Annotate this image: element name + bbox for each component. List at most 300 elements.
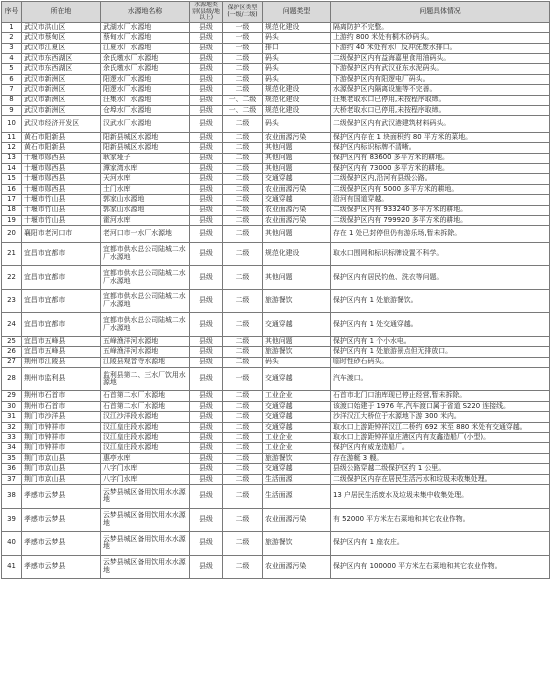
- row-index: 10: [2, 116, 22, 133]
- row-source-name: 云梦县城区备用饮用水水源地: [101, 532, 190, 556]
- row-issue-detail: 沙洋汉江大桥位于水源地下游 300 米内。: [331, 412, 550, 422]
- row-location: 武汉市经济开发区: [22, 116, 101, 133]
- row-source-category: 县级: [190, 43, 223, 53]
- row-index: 34: [2, 443, 22, 453]
- header-location: 所在地: [22, 2, 101, 23]
- row-issue-detail: 石首市北门口油库现已停止经营,暂未拆除。: [331, 391, 550, 401]
- row-source-name: 惠亭水库: [101, 453, 190, 463]
- row-index: 21: [2, 242, 22, 266]
- row-index: 12: [2, 143, 22, 153]
- row-issue-type: 码头: [263, 74, 331, 84]
- water-source-issue-table-page: [1, 1, 549, 678]
- row-issue-detail: 保护区内有威龙造船厂。: [331, 443, 550, 453]
- row-location: 宜昌市宜都市: [22, 313, 101, 337]
- table-row: [2, 116, 550, 133]
- row-protection-zone: 二级: [223, 443, 263, 453]
- row-source-category: 县级: [190, 508, 223, 532]
- row-source-name: 天河水库: [101, 174, 190, 184]
- row-issue-type: 交通穿越: [263, 464, 331, 474]
- row-index: 23: [2, 289, 22, 313]
- row-protection-zone: 二级: [223, 464, 263, 474]
- row-protection-zone: 二级: [223, 64, 263, 74]
- row-source-category: 县级: [190, 53, 223, 63]
- row-source-name: 宜都市供水总公司陆城二水厂水源地: [101, 289, 190, 313]
- row-source-category: 县级: [190, 174, 223, 184]
- row-protection-zone: 二级: [223, 474, 263, 484]
- table-row: [2, 508, 550, 532]
- table-row: [2, 367, 550, 391]
- row-issue-type: 工业企业: [263, 433, 331, 443]
- row-source-category: 县级: [190, 391, 223, 401]
- row-location: 武汉市新洲区: [22, 105, 101, 115]
- row-location: 荆州市江陵县: [22, 357, 101, 367]
- row-source-category: 县级: [190, 313, 223, 337]
- table-row: [2, 289, 550, 313]
- row-source-name: 宜都市供水总公司陆城二水厂水源地: [101, 266, 190, 290]
- table-body: [2, 22, 550, 578]
- table-row: [2, 485, 550, 509]
- row-issue-detail: 下游保护区内有武汉亚东水泥码头。: [331, 64, 550, 74]
- row-location: 武汉市东西湖区: [22, 53, 101, 63]
- row-issue-type: 其他问题: [263, 153, 331, 163]
- row-issue-detail: 汽车渡口。: [331, 367, 550, 391]
- row-location: 武汉市新洲区: [22, 95, 101, 105]
- row-protection-zone: 二级: [223, 485, 263, 509]
- row-protection-zone: 二级: [223, 266, 263, 290]
- row-source-category: 县级: [190, 412, 223, 422]
- row-protection-zone: 二级: [223, 532, 263, 556]
- row-issue-type: 其他问题: [263, 143, 331, 153]
- row-issue-type: 规范化建设: [263, 85, 331, 95]
- row-location: 十堰市郧西县: [22, 163, 101, 173]
- row-protection-zone: 二级: [223, 184, 263, 194]
- row-issue-detail: 上游约 800 米处有桐木砂码头。: [331, 33, 550, 43]
- row-index: 26: [2, 347, 22, 357]
- row-index: 6: [2, 74, 22, 84]
- row-source-category: 县级: [190, 443, 223, 453]
- row-index: 29: [2, 391, 22, 401]
- row-index: 16: [2, 184, 22, 194]
- row-protection-zone: 二级: [223, 215, 263, 225]
- row-protection-zone: 一级: [223, 33, 263, 43]
- row-issue-detail: 水源保护区内隔离设施等不完善。: [331, 85, 550, 95]
- row-index: 37: [2, 474, 22, 484]
- table-row: [2, 532, 550, 556]
- row-issue-type: 生活面源: [263, 474, 331, 484]
- row-index: 33: [2, 433, 22, 443]
- row-index: 4: [2, 53, 22, 63]
- row-issue-type: 工业企业: [263, 443, 331, 453]
- row-source-name: 汉江皇庄段水源地: [101, 443, 190, 453]
- row-location: 武汉市蔡甸区: [22, 33, 101, 43]
- row-location: 十堰市竹山县: [22, 205, 101, 215]
- row-source-name: 余氏墩水厂水源地: [101, 64, 190, 74]
- row-issue-detail: 大桥老取水口已停用,未按程序取缔。: [331, 105, 550, 115]
- row-issue-type: 农业面源污染: [263, 555, 331, 579]
- row-issue-detail: 保护区内有 100000 平方米左右菜地和其它农业作物。: [331, 555, 550, 579]
- row-issue-detail: 二级保护区内有 933240 多平方米的耕地。: [331, 205, 550, 215]
- row-location: 荆州市石首市: [22, 401, 101, 411]
- row-issue-detail: 二级保护区内有 799920 多平方米的耕地。: [331, 215, 550, 225]
- table-row: [2, 242, 550, 266]
- row-protection-zone: 二级: [223, 174, 263, 184]
- header-protection-zone: 保护区类型(一级/二级): [223, 2, 263, 23]
- row-issue-type: 码头: [263, 64, 331, 74]
- row-issue-type: 其他问题: [263, 226, 331, 243]
- row-issue-detail: 二级保护区内,沿河有县级公路。: [331, 174, 550, 184]
- row-index: 24: [2, 313, 22, 337]
- row-source-name: 汉江沙洋段水源地: [101, 412, 190, 422]
- row-source-category: 县级: [190, 464, 223, 474]
- row-issue-detail: 取水口围网和标识标牌设置不科学。: [331, 242, 550, 266]
- row-issue-detail: 二级保护区内有武汉港建筑材料码头。: [331, 116, 550, 133]
- row-source-category: 县级: [190, 105, 223, 115]
- row-source-category: 县级: [190, 143, 223, 153]
- row-protection-zone: 二级: [223, 313, 263, 337]
- row-source-category: 县级: [190, 163, 223, 173]
- row-source-name: 监利县第二、三水厂饮用水源地: [101, 367, 190, 391]
- row-source-category: 县级: [190, 85, 223, 95]
- row-location: 宜昌市五峰县: [22, 347, 101, 357]
- row-protection-zone: 二级: [223, 422, 263, 432]
- table-row: [2, 555, 550, 579]
- row-source-category: 县级: [190, 226, 223, 243]
- row-source-name: 郭家山水源地: [101, 205, 190, 215]
- row-issue-type: 码头: [263, 53, 331, 63]
- row-protection-zone: 二级: [223, 53, 263, 63]
- row-source-category: 县级: [190, 289, 223, 313]
- row-issue-type: 工业企业: [263, 391, 331, 401]
- row-source-name: 江夏水厂水源地: [101, 43, 190, 53]
- row-location: 孝感市云梦县: [22, 555, 101, 579]
- row-issue-detail: 二级保护区内有益海嘉里食用油码头。: [331, 53, 550, 63]
- row-index: 7: [2, 85, 22, 95]
- row-protection-zone: 二级: [223, 289, 263, 313]
- row-protection-zone: 二级: [223, 336, 263, 346]
- row-protection-zone: 二级: [223, 143, 263, 153]
- row-index: 41: [2, 555, 22, 579]
- row-issue-detail: 取水口上游距钟祥皇庄港区内有友鑫造船厂(小型)。: [331, 433, 550, 443]
- row-protection-zone: 二级: [223, 153, 263, 163]
- row-protection-zone: 二级: [223, 433, 263, 443]
- table-row: [2, 453, 550, 463]
- table-row: [2, 336, 550, 346]
- row-location: 荆门市钟祥市: [22, 433, 101, 443]
- row-location: 荆门市钟祥市: [22, 443, 101, 453]
- row-issue-type: 农业面源污染: [263, 184, 331, 194]
- table-row: [2, 474, 550, 484]
- table-row: [2, 226, 550, 243]
- row-index: 22: [2, 266, 22, 290]
- header-index: 序号: [2, 2, 22, 23]
- row-issue-detail: 13 户居民生活废水及垃圾未集中收集处理。: [331, 485, 550, 509]
- row-issue-detail: 保护区内有 1 座农庄。: [331, 532, 550, 556]
- row-issue-type: 旅游餐饮: [263, 347, 331, 357]
- row-protection-zone: 二级: [223, 195, 263, 205]
- row-issue-detail: 有 52000 平方米左右菜地和其它农业作物。: [331, 508, 550, 532]
- row-issue-detail: 保护区内有居民钓鱼、洗衣等问题。: [331, 266, 550, 290]
- row-source-category: 县级: [190, 532, 223, 556]
- row-location: 荆门市沙洋县: [22, 412, 101, 422]
- row-source-category: 县级: [190, 401, 223, 411]
- row-protection-zone: 二级: [223, 116, 263, 133]
- row-issue-detail: 沿河有国道穿越。: [331, 195, 550, 205]
- row-index: 18: [2, 205, 22, 215]
- row-index: 40: [2, 532, 22, 556]
- row-index: 27: [2, 357, 22, 367]
- row-source-category: 县级: [190, 64, 223, 74]
- row-source-category: 县级: [190, 474, 223, 484]
- row-index: 9: [2, 105, 22, 115]
- row-issue-type: 规范化建设: [263, 22, 331, 32]
- row-source-name: 宜都市供水总公司陆城二水厂水源地: [101, 242, 190, 266]
- table-row: [2, 195, 550, 205]
- table-row: [2, 205, 550, 215]
- row-protection-zone: 一、二级: [223, 105, 263, 115]
- row-protection-zone: 二级: [223, 412, 263, 422]
- table-row: [2, 357, 550, 367]
- row-index: 14: [2, 163, 22, 173]
- row-issue-detail: 保护区内有 73000 多平方米的耕地。: [331, 163, 550, 173]
- row-source-name: 石首第二水厂水源地: [101, 391, 190, 401]
- row-issue-detail: 县级公路穿越二级保护区约 1 公里。: [331, 464, 550, 474]
- row-location: 荆门市钟祥市: [22, 422, 101, 432]
- row-location: 十堰市郧西县: [22, 153, 101, 163]
- table-row: [2, 33, 550, 43]
- row-issue-detail: 保护区内标识标牌不清晰。: [331, 143, 550, 153]
- row-protection-zone: 二级: [223, 391, 263, 401]
- row-location: 宜昌市宜都市: [22, 242, 101, 266]
- row-issue-type: 农业面源污染: [263, 205, 331, 215]
- row-issue-detail: 保护区内有 1 处旅游餐饮。: [331, 289, 550, 313]
- table-row: [2, 74, 550, 84]
- row-location: 荆门市京山县: [22, 464, 101, 474]
- row-index: 39: [2, 508, 22, 532]
- row-issue-type: 旅游餐饮: [263, 289, 331, 313]
- row-source-category: 县级: [190, 336, 223, 346]
- row-source-category: 县级: [190, 116, 223, 133]
- row-source-category: 县级: [190, 205, 223, 215]
- row-issue-detail: 取水口上游距钟祥汉江二桥约 692 米至 880 米处有交通穿越。: [331, 422, 550, 432]
- row-issue-type: 交通穿越: [263, 401, 331, 411]
- header-source-name: 水源地名称: [101, 2, 190, 23]
- row-source-name: 老河口市一水厂水源地: [101, 226, 190, 243]
- row-source-category: 县级: [190, 95, 223, 105]
- row-issue-type: 交通穿越: [263, 174, 331, 184]
- row-source-name: 云梦县城区备用饮用水水源地: [101, 555, 190, 579]
- table-row: [2, 163, 550, 173]
- row-index: 35: [2, 453, 22, 463]
- row-source-name: 汉江皇庄段水源地: [101, 433, 190, 443]
- row-issue-type: 交通穿越: [263, 195, 331, 205]
- row-source-name: 蔡甸水厂水源地: [101, 33, 190, 43]
- row-issue-detail: 保护区内有 1 处旅游景点但无排放口。: [331, 347, 550, 357]
- row-location: 十堰市竹山县: [22, 195, 101, 205]
- row-index: 5: [2, 64, 22, 74]
- row-index: 32: [2, 422, 22, 432]
- row-protection-zone: 一级: [223, 22, 263, 32]
- row-issue-detail: 保护区内有 1 处交通穿越。: [331, 313, 550, 337]
- row-source-name: 石首第二水厂水源地: [101, 401, 190, 411]
- row-issue-type: 其他问题: [263, 163, 331, 173]
- row-source-category: 县级: [190, 357, 223, 367]
- issue-table: [1, 1, 550, 579]
- row-index: 20: [2, 226, 22, 243]
- table-row: [2, 215, 550, 225]
- row-source-name: 云梦县城区备用饮用水水源地: [101, 508, 190, 532]
- row-protection-zone: 二级: [223, 85, 263, 95]
- row-source-name: 五峰渔洋河水源地: [101, 347, 190, 357]
- table-row: [2, 174, 550, 184]
- row-source-name: 武湖水厂水源地: [101, 22, 190, 32]
- row-issue-type: 农业面源污染: [263, 508, 331, 532]
- row-issue-type: 交通穿越: [263, 422, 331, 432]
- row-index: 36: [2, 464, 22, 474]
- row-location: 十堰市竹山县: [22, 215, 101, 225]
- row-source-name: 阳逻水厂水源地: [101, 85, 190, 95]
- row-issue-type: 农业面源污染: [263, 132, 331, 142]
- row-protection-zone: 二级: [223, 555, 263, 579]
- row-source-category: 县级: [190, 22, 223, 32]
- row-issue-detail: 保护区内存在 1 块面积约 80 平方米的菜地。: [331, 132, 550, 142]
- row-source-category: 县级: [190, 74, 223, 84]
- row-issue-detail: 隔离防护不完整。: [331, 22, 550, 32]
- row-protection-zone: 一级: [223, 367, 263, 391]
- row-issue-type: 其他问题: [263, 336, 331, 346]
- table-row: [2, 347, 550, 357]
- row-location: 黄石市阳新县: [22, 132, 101, 142]
- row-location: 武汉市东西湖区: [22, 64, 101, 74]
- row-index: 17: [2, 195, 22, 205]
- row-location: 孝感市云梦县: [22, 508, 101, 532]
- row-source-category: 县级: [190, 367, 223, 391]
- table-row: [2, 22, 550, 32]
- row-source-name: 云梦县城区备用饮用水水源地: [101, 485, 190, 509]
- row-location: 宜昌市五峰县: [22, 336, 101, 346]
- row-issue-type: 码头: [263, 357, 331, 367]
- row-source-name: 汉江皇庄段水源地: [101, 422, 190, 432]
- row-source-category: 县级: [190, 347, 223, 357]
- row-protection-zone: 二级: [223, 132, 263, 142]
- row-location: 十堰市郧西县: [22, 174, 101, 184]
- row-source-name: 阳新县城区水源地: [101, 143, 190, 153]
- row-protection-zone: 二级: [223, 74, 263, 84]
- row-source-name: 耿家垭子: [101, 153, 190, 163]
- row-protection-zone: 二级: [223, 347, 263, 357]
- table-row: [2, 464, 550, 474]
- table-row: [2, 105, 550, 115]
- row-source-name: 八字门水库: [101, 464, 190, 474]
- row-issue-type: 交通穿越: [263, 313, 331, 337]
- row-index: 30: [2, 401, 22, 411]
- row-source-name: 宜都市供水总公司陆城二水厂水源地: [101, 313, 190, 337]
- row-index: 28: [2, 367, 22, 391]
- table-row: [2, 443, 550, 453]
- row-source-name: 郭家山水源地: [101, 195, 190, 205]
- row-protection-zone: 二级: [223, 226, 263, 243]
- row-source-name: 阳逻水厂水源地: [101, 74, 190, 84]
- row-source-name: 潭家湾水库: [101, 163, 190, 173]
- row-index: 38: [2, 485, 22, 509]
- row-issue-type: 交通穿越: [263, 412, 331, 422]
- table-row: [2, 184, 550, 194]
- header-source-category: 水源地类别(县级/地以上): [190, 2, 223, 23]
- row-location: 武汉市江夏区: [22, 43, 101, 53]
- row-protection-zone: 二级: [223, 508, 263, 532]
- row-source-name: 五峰渔洋河水源地: [101, 336, 190, 346]
- table-row: [2, 132, 550, 142]
- row-source-category: 县级: [190, 215, 223, 225]
- row-location: 孝感市云梦县: [22, 485, 101, 509]
- row-source-category: 县级: [190, 184, 223, 194]
- row-location: 武汉市洪山区: [22, 22, 101, 32]
- row-location: 黄石市阳新县: [22, 143, 101, 153]
- row-source-name: 仓埠水厂水源地: [101, 105, 190, 115]
- row-source-category: 县级: [190, 266, 223, 290]
- table-row: [2, 422, 550, 432]
- table-row: [2, 266, 550, 290]
- row-issue-detail: 存在 1 处已封停但仍有游乐场,暂未拆除。: [331, 226, 550, 243]
- row-location: 十堰市郧西县: [22, 184, 101, 194]
- row-issue-type: 排口: [263, 43, 331, 53]
- row-index: 31: [2, 412, 22, 422]
- row-issue-detail: 二级保护区内有 5000 多平方米的耕地。: [331, 184, 550, 194]
- row-issue-type: 其他问题: [263, 266, 331, 290]
- row-issue-type: 旅游餐饮: [263, 532, 331, 556]
- row-source-category: 县级: [190, 132, 223, 142]
- row-source-name: 土门水库: [101, 184, 190, 194]
- row-source-name: 江陵县观音寺水源地: [101, 357, 190, 367]
- row-index: 1: [2, 22, 22, 32]
- table-row: [2, 433, 550, 443]
- row-issue-type: 农业面源污染: [263, 215, 331, 225]
- table-row: [2, 64, 550, 74]
- row-source-category: 县级: [190, 242, 223, 266]
- row-index: 2: [2, 33, 22, 43]
- header-issue-detail: 问题具体情况: [331, 2, 550, 23]
- table-row: [2, 43, 550, 53]
- row-issue-detail: 该渡口始建于 1976 年,汽车渡口属于省道 S220 连接线。: [331, 401, 550, 411]
- table-row: [2, 391, 550, 401]
- row-source-name: 汉武水厂水源地: [101, 116, 190, 133]
- table-row: [2, 313, 550, 337]
- row-source-name: 汪集水厂水源地: [101, 95, 190, 105]
- row-source-category: 县级: [190, 422, 223, 432]
- table-row: [2, 153, 550, 163]
- table-row: [2, 85, 550, 95]
- row-issue-type: 码头: [263, 33, 331, 43]
- row-issue-type: 规范化建设: [263, 105, 331, 115]
- table-row: [2, 401, 550, 411]
- row-index: 8: [2, 95, 22, 105]
- row-source-name: 八字门水库: [101, 474, 190, 484]
- row-issue-type: 生活面源: [263, 485, 331, 509]
- row-location: 荆门市京山县: [22, 453, 101, 463]
- row-location: 荆门市京山县: [22, 474, 101, 484]
- row-location: 宜昌市宜都市: [22, 289, 101, 313]
- row-source-category: 县级: [190, 33, 223, 43]
- row-issue-type: 规范化建设: [263, 242, 331, 266]
- table-row: [2, 143, 550, 153]
- row-location: 宜昌市宜都市: [22, 266, 101, 290]
- row-location: 武汉市新洲区: [22, 74, 101, 84]
- row-issue-type: 规范化建设: [263, 95, 331, 105]
- row-issue-type: 旅游餐饮: [263, 453, 331, 463]
- row-protection-zone: 一级: [223, 43, 263, 53]
- row-location: 襄阳市老河口市: [22, 226, 101, 243]
- header-row: [2, 2, 550, 23]
- row-protection-zone: 一、二级: [223, 95, 263, 105]
